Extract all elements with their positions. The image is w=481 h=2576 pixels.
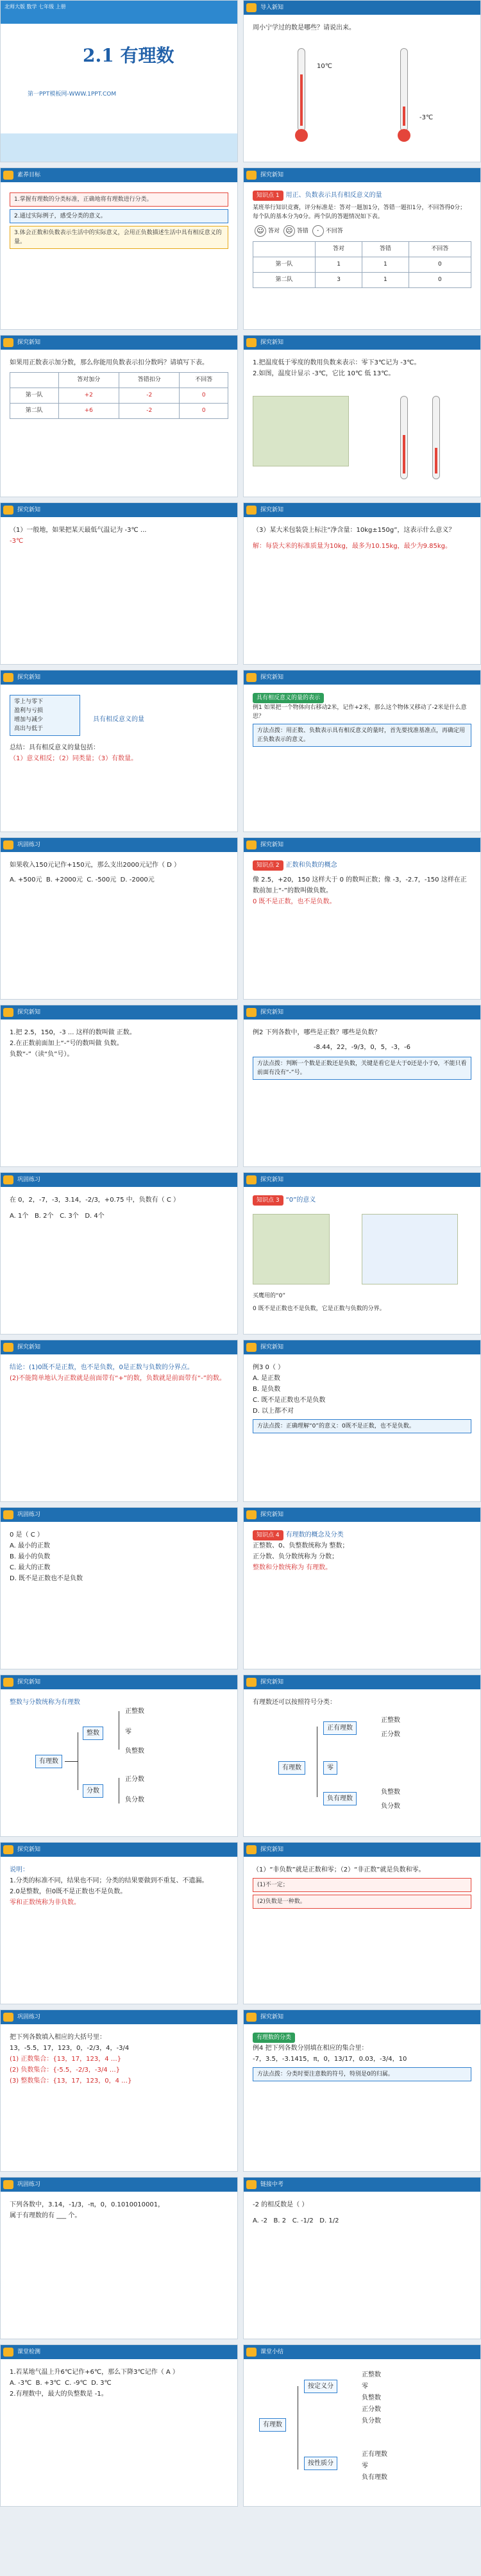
slide-header: 导入新知 <box>244 1 480 15</box>
summary-title: 总结：具有相反意义的量包括： <box>10 744 99 751</box>
badge-icon <box>3 506 13 515</box>
slide-goals: 素养目标 1.掌握有理数的分类标准，正确地将有理数进行分类。 2.通过实际例子，感受分类的意义。 3.体会正数和负数表示生活中的实际意义，会用正负数描述生活中具有相反意义的量。 <box>0 167 238 330</box>
question: 如果用正数表示加分数，那么你能用负数表示扣分数吗？请填写下表。 <box>10 359 208 366</box>
knowledge-tag: 知识点 3 <box>253 1195 283 1206</box>
sad-icon: ☹ <box>283 225 295 237</box>
question: （1）一般地，如果把某天最低气温记为 -3℃ ... <box>10 527 147 534</box>
slide-knowledge-2: 探究新知 知识点 2 正数和负数的概念 像 2.5，+20，150 这样大于 0 的数叫正数；像 -3，-2.7，-150 这样在正数前加上“-”的数叫做负数。 0 既不是正数，也不是负数。 <box>243 837 481 1000</box>
slide-example: 探究新知 （1）一般地，如果把某天最低气温记为 -3℃ ... -3℃ <box>0 502 238 665</box>
slide-sets: 巩固练习 把下列各数填入相应的大括号里： 13，-5.5，17，123，0，-2/3，4，-3/4 (1) 正数集合：{13，17，123，4 …} (2) 负数集合：{-5.5，-2/3，-3/4 …} (3) 整数集合：{13，17，123，0，4 …} <box>0 2009 238 2172</box>
slide-example-3: 探究新知 例3 0（ ） A. 是正数 B. 是负数 C. 既不是正数也不是负数 D. 以上都不对 方法点拨：正确理解“0”的意义：0既不是正数，也不是负数。 <box>243 1340 481 1502</box>
answer: 解：每袋大米的标准质量为10kg，最多为10.15kg，最少为9.85kg。 <box>253 543 452 550</box>
slide-conclusion: 探究新知 结论：(1)0既不是正数，也不是负数，0是正数与负数的分界点。 (2)不能简单地认为正数就是前面带有“+”的数，负数就是前面带有“-”的数。 <box>0 1340 238 1502</box>
badge-icon <box>3 1510 13 1519</box>
line-1: 1.把温度低于零度的数用负数来表示：零下3℃记为 -3℃。 <box>253 359 421 366</box>
thermometer-icon <box>400 396 408 479</box>
slide-knowledge-4: 探究新知 知识点 4 有理数的概念及分类 正整数、0、负整数统称为 整数； 正分数、负分数统称为 分数； 整数和分数统称为 有理数。 <box>243 1507 481 1669</box>
tree-root: 有理数 <box>278 1761 305 1775</box>
badge-icon <box>3 1175 13 1184</box>
thermometer-bulb-icon <box>398 129 410 142</box>
line-2: 2.在正数前面加上“-”号的数叫做 负数。 <box>10 1040 123 1047</box>
cover-title: 2.1 有理数 <box>83 45 174 66</box>
badge-icon <box>246 2348 257 2357</box>
option-b: B. 2个 <box>34 1213 54 1220</box>
question: 在 0，2，-7，-3，3.14，-2/3，+0.75 中，负数有（ C ） <box>10 1197 180 1204</box>
badge-icon <box>246 3 257 12</box>
smile-icon: ☺ <box>255 225 266 237</box>
question: （1）“非负数”就是正数和零；（2）“非正数”就是负数和零。 <box>253 1866 425 1873</box>
cover-tag: 北师大版 数学 七年级 上册 <box>4 4 66 10</box>
question: 0 是（ C ） <box>10 1531 44 1539</box>
badge-icon <box>246 673 257 682</box>
line-2: 2.如图，温度计显示 -3℃，它比 10℃ 低 13℃。 <box>253 370 395 377</box>
slide-exam-link: 链接中考 -2 的相反数是（ ） A. -2 B. 2 C. -1/2 D. 1/2 <box>243 2177 481 2339</box>
tree-fraction: 分数 <box>83 1784 103 1798</box>
badge-icon <box>3 1343 13 1352</box>
goal-2: 2.通过实际例子，感受分类的意义。 <box>10 209 228 223</box>
tree-integer: 整数 <box>83 1727 103 1740</box>
option-b: B. +2000元 <box>46 876 83 883</box>
slide-knowledge-1: 探究新知 知识点 1 用正、负数表示具有相反意义的量 某班举行知识竞赛，评分标准是：答对一题加1分，答错一题扣1分，不回答得0分；每个队的基本分为0分。两个队的答题情况如下表。 ☺ 答对 ☹ 答错 · 不回答 答对 答错 不回答 第一队 1 1 0 第二队 3 1 0 <box>243 167 481 330</box>
thermometer-icon <box>298 48 305 132</box>
cover-band <box>1 1 237 24</box>
badge-icon <box>246 2180 257 2189</box>
example: 例2 下列各数中，哪些是正数？哪些是负数？ <box>253 1029 381 1036</box>
badge-icon <box>3 673 13 682</box>
question: 如果收入150元记作+150元，那么支出2000元记作（ D ） <box>10 862 181 869</box>
slide-test-1: 课堂检测 1.若某地气温上升6℃记作+6℃，那么下降3℃记作（ A ） A. -3℃ B. +3℃ C. -9℃ D. 3℃ 2.有理数中，最大的负整数是 -1。 <box>0 2344 238 2507</box>
thermometer-bulb-icon <box>295 129 308 142</box>
slide-example-2: 探究新知 例2 下列各数中，哪些是正数？哪些是负数？ -8.44，22，-9/3，0，5，-3，-6 方法点拨：判断一个数是正数还是负数，关键是看它是大于0还是小于0，不能只看前面有没有“-”号。 <box>243 1005 481 1167</box>
cover-subtitle: 第一PPT模板网-WWW.1PPT.COM <box>28 91 117 98</box>
badge-icon <box>246 1008 257 1017</box>
method-box: 方法点拨：正确理解“0”的意义：0既不是正数，也不是负数。 <box>253 1419 471 1433</box>
slide-opposite-quantities: 探究新知 零上与零下 盈利与亏损 增加与减少 高出与低于 具有相反意义的量 总结：具有相反意义的量包括： （1）意义相反；（2）同类量；（3）有数量。 <box>0 670 238 832</box>
badge-icon <box>246 1845 257 1854</box>
question: （3）某大米包装袋上标注“净含量：10kg±150g”，这表示什么意义？ <box>253 527 455 534</box>
zero-text: 0 既不是正数也不是负数，它是正数与负数的分界。 <box>253 1306 385 1312</box>
knowledge-subtitle: 用正、负数表示具有相反意义的量 <box>285 192 382 199</box>
temp-label-right: -3℃ <box>419 114 434 121</box>
answer: -3℃ <box>10 538 24 545</box>
line-1: 1.把 2.5，150，-3 ... 这样的数叫做 正数。 <box>10 1029 136 1036</box>
market-image <box>253 1214 330 1284</box>
example: 例1 如果把一个物体向右移动2米，记作+2米，那么这个物体又移动了-2米是什么意思？ <box>253 704 467 720</box>
neutral-icon: · <box>312 225 324 237</box>
number-list: -8.44，22，-9/3，0，5，-3，-6 <box>314 1044 410 1051</box>
badge-icon <box>3 1678 13 1687</box>
slide-practice-1: 巩固练习 如果收入150元记作+150元，那么支出2000元记作（ D ） A. +500元 B. +2000元 C. -500元 D. -2000元 <box>0 837 238 1000</box>
question: 有理数还可以按照符号分类： <box>253 1699 336 1706</box>
opposite-label: 具有相反意义的量 <box>93 716 144 723</box>
badge-icon <box>3 2013 13 2022</box>
slide-summary: 课堂小结 有理数 按定义分 按性质分 正整数 零 负整数 正分数 负分数 正有理数 零 负有理数 <box>243 2344 481 2507</box>
slide-definitions: 探究新知 1.把 2.5，150，-3 ... 这样的数叫做 正数。 2.在正数前面加上“-”号的数叫做 负数。 负数“-”（读“负”号）。 <box>0 1005 238 1167</box>
goal-3: 3.体会正数和负数表示生活中的实际意义，会用正负数描述生活中具有相反意义的量。 <box>10 226 228 249</box>
knowledge-note: 0 既不是正数，也不是负数。 <box>253 898 336 905</box>
badge-icon <box>3 1845 13 1854</box>
option-a: A. 1个 <box>10 1213 29 1220</box>
knowledge-tag: 知识点 4 <box>253 1530 283 1540</box>
cover-footer <box>1 133 237 162</box>
knowledge-tag: 知识点 2 <box>253 860 283 871</box>
slide-practice-2: 巩固练习 在 0，2，-7，-3，3.14，-2/3，+0.75 中，负数有（ C ） A. 1个 B. 2个 C. 3个 D. 4个 <box>0 1172 238 1335</box>
slide-classification-tree: 探究新知 整数与分数统称为有理数 有理数 整数 分数 正整数 零 负整数 正分数 负分数 <box>0 1675 238 1837</box>
goal-1: 1.掌握有理数的分类标准，正确地将有理数进行分类。 <box>10 192 228 207</box>
badge-icon <box>246 1343 257 1352</box>
badge-icon <box>3 338 13 347</box>
knowledge-tag: 知识点 1 <box>253 191 283 201</box>
slide-intro <box>243 0 481 162</box>
slide-representation: 探究新知 具有相反意义的量的表示 例1 如果把一个物体向右移动2米，记作+2米，那么这个物体又移动了-2米是什么意思？ 方法点拨：用正数、负数表示具有相反意义的量时，首先要找准基准点，再确定用正负数表示的意义。 <box>243 670 481 832</box>
badge-icon <box>246 1678 257 1687</box>
answer-table: 答对加分 答错扣分 不回答 第一队 +2 -2 0 第二队 +6 -2 0 <box>10 372 228 419</box>
thermometer-icon <box>432 396 440 479</box>
topic-tag: 具有相反意义的量的表示 <box>253 693 324 703</box>
option-d: D. -2000元 <box>120 876 155 883</box>
summary-answer: （1）意义相反；（2）同类量；（3）有数量。 <box>10 755 138 762</box>
method-box: 方法点拨：用正数、负数表示具有相反意义的量时，首先要找准基准点，再确定用正负数表示的意义。 <box>253 724 471 747</box>
knowledge-text: 像 2.5，+20，150 这样大于 0 的数叫正数；像 -3，-2.7，-150 这样在正数前加上“-”的数叫做负数。 <box>253 876 467 894</box>
tree-root: 有理数 <box>35 1755 62 1768</box>
knowledge-text: 某班举行知识竞赛，评分标准是：答对一题加1分，答错一题扣1分，不回答得0分；每个队的基本分为0分。两个队的答题情况如下表。 <box>253 205 466 220</box>
badge-icon <box>246 506 257 515</box>
option-a: A. +500元 <box>10 876 42 883</box>
conclusion-1: 结论：(1)0既不是正数，也不是负数，0是正数与负数的分界点。 <box>10 1364 194 1371</box>
badge-icon <box>246 2013 257 2022</box>
option-c: C. 3个 <box>60 1213 79 1220</box>
opposite-items: 零上与零下 盈利与亏损 增加与减少 高出与低于 <box>10 695 80 736</box>
image-caption: 买鹰用的“0” <box>253 1293 286 1299</box>
intro-question: 周小宁学过的数是哪些？请说出来。 <box>253 24 355 31</box>
badge-icon <box>3 840 13 849</box>
badge-icon <box>246 1175 257 1184</box>
score-table: 答对 答错 不回答 第一队 1 1 0 第二队 3 1 0 <box>253 241 471 288</box>
weather-table-image <box>253 396 349 466</box>
badge-icon <box>246 840 257 849</box>
question: 例3 0（ ） <box>253 1364 285 1371</box>
slide-example-4: 探究新知 有理数的分类 例4 把下列各数分别填在相应的集合里： -7，3.5，-3.1415，π，0，13/17，0.03，-3/4，10 方法点拨：分类时要注意数的符号，特别是0的归属。 <box>243 2009 481 2172</box>
badge-icon <box>3 2180 13 2189</box>
thermometer-icon <box>400 48 408 132</box>
slide-fill-table: 探究新知 如果用正数表示加分数，那么你能用负数表示扣分数吗？请填写下表。 答对加分 答错扣分 不回答 第一队 +2 -2 0 第二队 +6 -2 0 <box>0 335 238 497</box>
slide-rice-bag: 探究新知 （3）某大米包装袋上标注“净含量：10kg±150g”，这表示什么意义？ 解：每袋大米的标准质量为10kg，最多为10.15kg，最少为9.85kg。 <box>243 502 481 665</box>
badge-icon <box>246 338 257 347</box>
slide-practice-3: 巩固练习 0 是（ C ） A. 最小的正数 B. 最小的负数 C. 最大的正数 D. 既不是正数也不是负数 <box>0 1507 238 1669</box>
option-d: D. 4个 <box>85 1213 105 1220</box>
badge-icon <box>3 1008 13 1017</box>
slide-zero-meaning: 探究新知 知识点 3 “0”的意义 买鹰用的“0” 0 既不是正数也不是负数，它是正数与负数的分界。 <box>243 1172 481 1335</box>
slide-practice-4: 巩固练习 下列各数中，3.14，-1/3，-π，0，0.1010010001， 属于有理数的有 ___ 个。 <box>0 2177 238 2339</box>
slide-temperature: 探究新知 1.把温度低于零度的数用负数来表示：零下3℃记为 -3℃。 2.如图，温度计显示 -3℃，它比 10℃ 低 13℃。 <box>243 335 481 497</box>
method-box: 方法点拨：判断一个数是正数还是负数，关键是看它是大于0还是小于0，不能只看前面有没有“-”号。 <box>253 1057 471 1080</box>
temp-label-left: 10℃ <box>317 63 332 70</box>
badge-icon <box>3 171 13 180</box>
slide-sign-classification: 探究新知 有理数还可以按照符号分类： 有理数 正有理数 零 负有理数 正整数 正分数 负整数 负分数 <box>243 1675 481 1837</box>
slide-cover <box>0 0 238 162</box>
slide-nonneg: 探究新知 （1）“非负数”就是正数和零；（2）“非正数”就是负数和零。 (1)不一定； (2)负数是一种数。 <box>243 1842 481 2004</box>
badge-icon <box>3 2348 13 2357</box>
conclusion-2: (2)不能简单地认为正数就是前面带有“+”的数，负数就是前面带有“-”的数。 <box>10 1375 226 1382</box>
mountain-image <box>362 1214 458 1284</box>
badge-icon <box>246 1510 257 1519</box>
slide-explanation: 探究新知 说明： 1.分类的标准不同，结果也不同；分类的结果要做到不重复、不遗漏。 2.0是整数，但0既不是正数也不是负数。 零和正数统称为非负数。 <box>0 1842 238 2004</box>
tree-title: 整数与分数统称为有理数 <box>10 1699 80 1706</box>
badge-icon <box>246 171 257 180</box>
line-3: 负数“-”（读“负”号）。 <box>10 1051 74 1058</box>
option-c: C. -500元 <box>87 876 117 883</box>
